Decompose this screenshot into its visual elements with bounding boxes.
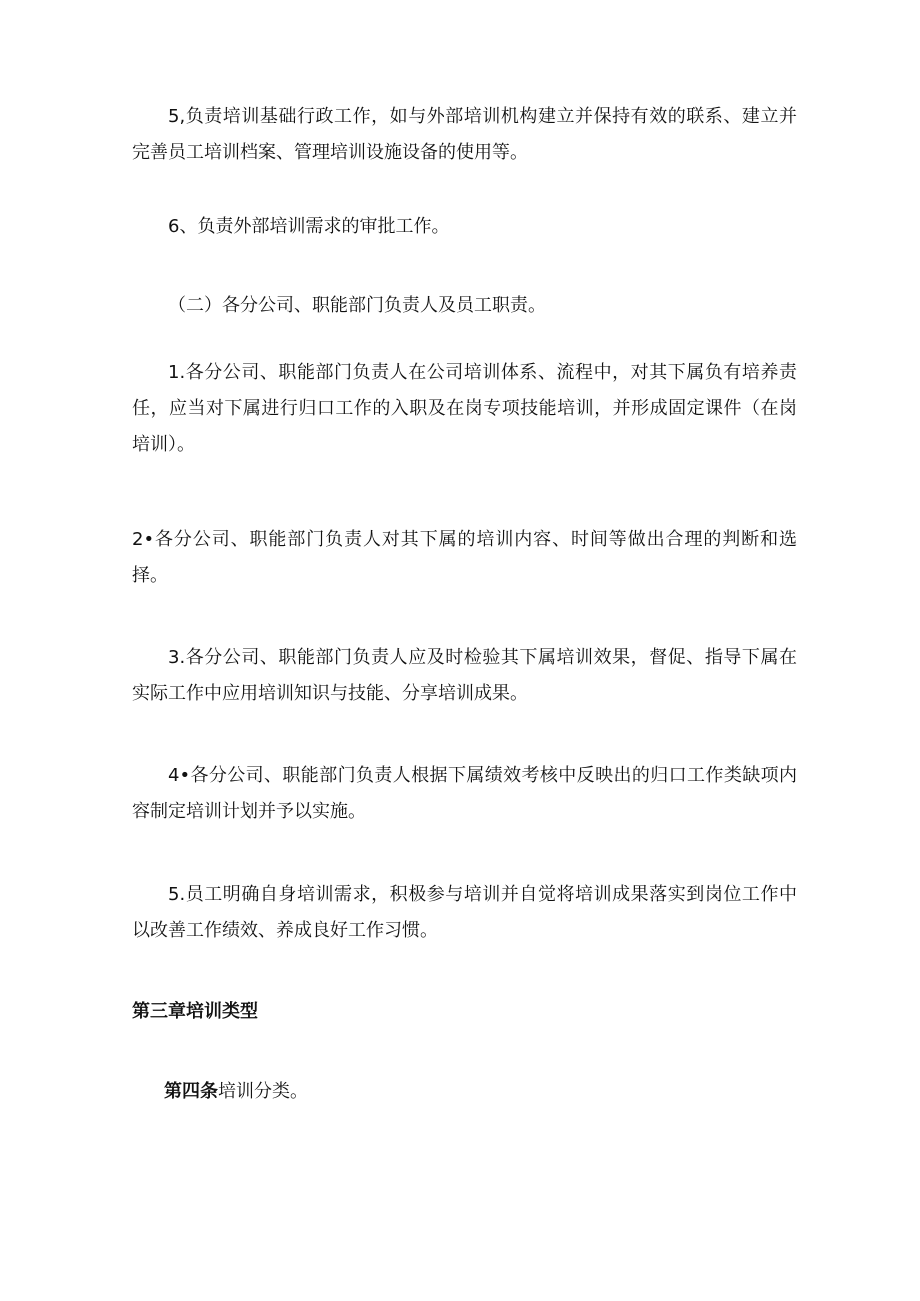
paragraph-admin-duties: 5,负责培训基础行政工作，如与外部培训机构建立并保持有效的联系、建立并完善员工培训档案、管理培训设施设备的使用等。 bbox=[132, 106, 797, 163]
paragraph-external-approval: 6、负责外部培训需求的审批工作。 bbox=[168, 216, 450, 237]
article-line bbox=[164, 1074, 308, 1110]
paragraph-item-5: 5.员工明确自身培训需求，积极参与培训并自觉将培训成果落实到岗位工作中以改善工作绩效、养成良好工作习惯。 bbox=[132, 884, 797, 941]
chapter-heading: 第三章培训类型 bbox=[132, 1001, 258, 1022]
paragraph-item-1: 1.各分公司、职能部门负责人在公司培训体系、流程中，对其下属负有培养责任，应当对下属进行归口工作的入职及在岗专项技能培训，并形成固定课件（在岗培训）。 bbox=[132, 362, 797, 455]
section-heading-responsibilities: （二）各分公司、职能部门负责人及员工职责。 bbox=[168, 295, 546, 316]
article-label: 第四条 bbox=[164, 1081, 218, 1102]
paragraph-item-2: 2•各分公司、职能部门负责人对其下属的培训内容、时间等做出合理的判断和选择。 bbox=[132, 529, 797, 586]
paragraph-item-4: 4•各分公司、职能部门负责人根据下属绩效考核中反映出的归口工作类缺项内容制定培训计划并予以实施。 bbox=[132, 765, 797, 822]
article-text: 培训分类。 bbox=[218, 1081, 308, 1102]
paragraph-item-3: 3.各分公司、职能部门负责人应及时检验其下属培训效果，督促、指导下属在实际工作中应用培训知识与技能、分享培训成果。 bbox=[132, 647, 797, 704]
